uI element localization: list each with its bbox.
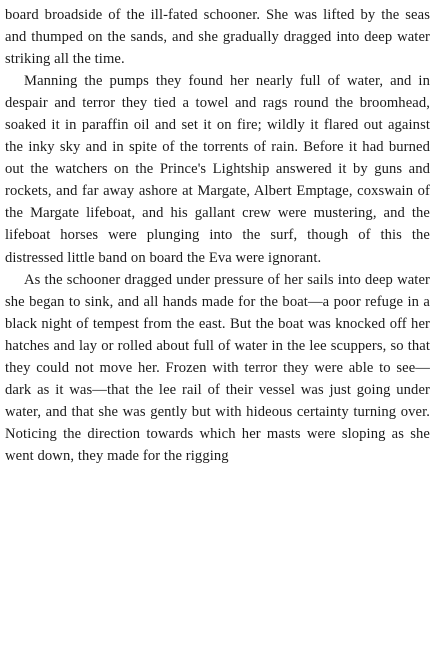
paragraph-2: Manning the pumps they found her nearly full of water, and in despair and terror they tied a towel and rags round the broomhead, soaked it in paraffin oil and set it on fire; wildly it flared out against the inky sky and in spite of the torrents of rain. Before it had burned out the watchers on the Prince's Lightship answered it by guns and rockets, and far away ashore at Margate, Albert Emptage, coxswain of the Margate lifeboat, and his gallant crew were mustering, and the lifeboat horses were plunging into the surf, though of this the distressed little band on board the Eva were ignorant. <box>5 73 430 266</box>
paragraph-1: board broadside of the ill-fated schooner. She was lifted by the seas and thumped on the sands, and she gradually dragged into deep water striking all the time. <box>5 7 430 68</box>
paragraph-3: As the schooner dragged under pressure of her sails into deep water she began to sink, and all hands made for the boat—a poor refuge in a black night of tempest from the east. But the boat was knocked off her hatches and lay or rolled about full of water in the lee scuppers, so that they could not move her. Frozen with terror they were able to see—dark as it was—that the lee rail of their vessel was just going under water, and that she was gently but with hideous certainty turning over. Noticing the direction towards which her masts were sloping as she went down, they made for the rigging <box>5 271 430 464</box>
page-text <box>5 4 430 467</box>
